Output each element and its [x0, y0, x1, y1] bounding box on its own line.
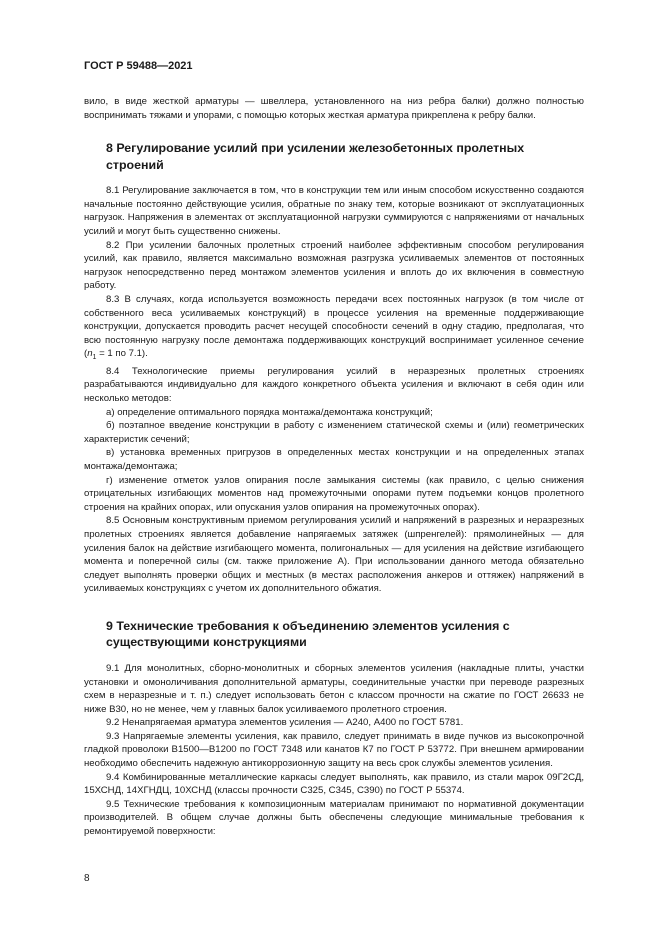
para-8-3-end: = 1 по 7.1).	[96, 348, 148, 360]
para-8-3-text: 8.3 В случаях, когда используется возможность передачи всех постоянных нагрузок (в том числе от собственного веса усиливаемых конструкций) в процессе усиления на временные поддерживающие конструкции, допускается проводить расчет несущей способности сечений в одну стадию, предполагая, что всю постоянную нагрузку после демонтажа поддерживающих конструкций воспринимает усиленное сечение (	[84, 293, 584, 360]
para-9-2: 9.2 Ненапрягаемая арматура элементов усиления — А240, А400 по ГОСТ 5781.	[106, 717, 464, 729]
page-number: 8	[84, 873, 90, 884]
para-8-5: 8.5 Основным конструктивным приемом регулирования усилий и напряжений в разрезных и неразрезных пролетных строениях является добавление напрягаемых затяжек (шпренгелей): прямолинейных — для усиления балок на действие изгибающего момента, полигональных — для усиления на действие изгибающего момента и поперечной силы (см. также приложение А). При использовании данного метода обязательно следует выполнять проверки общих и местных (в местах расположения анкеров и оттяжек) напряжений в усиливаемых конструкциях с учетом их дополнительного обжатия.	[84, 515, 584, 595]
list-item-a: а) определение оптимального порядка монтажа/демонтажа конструкций;	[106, 406, 433, 418]
list-item-c: в) установка временных пригрузов в определенных местах конструкции и на определенных этапах монтажа/демонтажа;	[84, 447, 584, 472]
para-9-1: 9.1 Для монолитных, сборно-монолитных и сборных элементов усиления (накладные плиты, участки установки и омоноличивания дополнительной арматуры, соединительные участки при переводе разрезных схем в неразрезные и т. п.) следует использовать бетон с классом прочности на сжатие по ГОСТ 26633 не ниже В30, но не менее, чем у главных балок усиливаемого пролетного строения.	[84, 662, 584, 715]
n1-variable: n	[87, 348, 93, 360]
section-9-title: 9 Технические требования к объединению элементов усиления с существующими конструкциями	[106, 618, 510, 650]
standard-header: ГОСТ Р 59488—2021	[84, 60, 193, 72]
intro-paragraph: вило, в виде жесткой арматуры — швеллера, установленного на низ ребра балки) должно полностью воспринимать тяжами и упорами, с помощью которых жесткая арматура прикреплена к ребру балки.	[84, 96, 584, 121]
para-8-3	[84, 293, 584, 365]
list-item-d: г) изменение отметок узлов опирания после замыкания системы (как правило, с целью снижения отрицательных изгибающих моментов над промежуточными опорами путем подъемки концов пролетного строения на крайних опорах, или опускания узлов опирания на промежуточных опорах).	[84, 474, 584, 513]
para-8-4: 8.4 Технологические приемы регулирования усилий в неразрезных пролетных строениях разрабатываются индивидуально для каждого конкретного объекта усиления и включают в себя один или несколько методов:	[84, 365, 584, 404]
list-item-b: б) поэтапное введение конструкции в работу с изменением статической схемы и (или) геометрических характеристик сечений;	[84, 420, 584, 445]
para-8-1: 8.1 Регулирование заключается в том, что в конструкции тем или иным способом искусственно создаются начальные постоянно действующие усилия, обратные по знаку тем, которые возникают от эксплуатационных нагрузок. Напряжения в элементах от эксплуатационной нагрузки суммируются с напряжениями от начальных усилий и могут быть существенно снижены.	[84, 185, 584, 237]
para-9-5: 9.5 Технические требования к композиционным материалам принимают по нормативной документации производителей. В общем случае должны быть обеспечены следующие минимальные требования к ремонтируемой поверхности:	[84, 798, 584, 838]
para-9-4: 9.4 Комбинированные металлические каркасы следует выполнять, как правило, из стали марок 09Г2СД, 15ХСНД, 14ХГНДЦ, 10ХСНД (классы прочности С325, С345, С390) по ГОСТ Р 55374.	[84, 771, 584, 797]
para-8-2: 8.2 При усилении балочных пролетных строений наиболее эффективным способом регулирования усилий, как правило, является максимально возможная разгрузка усиливаемых элементов от постоянных нагрузок непосредственно перед монтажом элементов усиления и вплоть до их включения в совместную работу.	[84, 239, 584, 292]
n1-subscript: 1	[92, 354, 97, 362]
para-9-3: 9.3 Напрягаемые элементы усиления, как правило, следует принимать в виде пучков из высокопрочной гладкой проволоки В1500—В1200 по ГОСТ 7348 или канатов К7 по ГОСТ Р 53772. При внешнем армировании необходимо обеспечить надежную антикоррозионную защиту на весь срок службы элементов усиления.	[84, 730, 584, 770]
page-body	[84, 95, 584, 839]
section-8-title: 8 Регулирование усилий при усилении железобетонных пролетных строений	[106, 141, 525, 172]
